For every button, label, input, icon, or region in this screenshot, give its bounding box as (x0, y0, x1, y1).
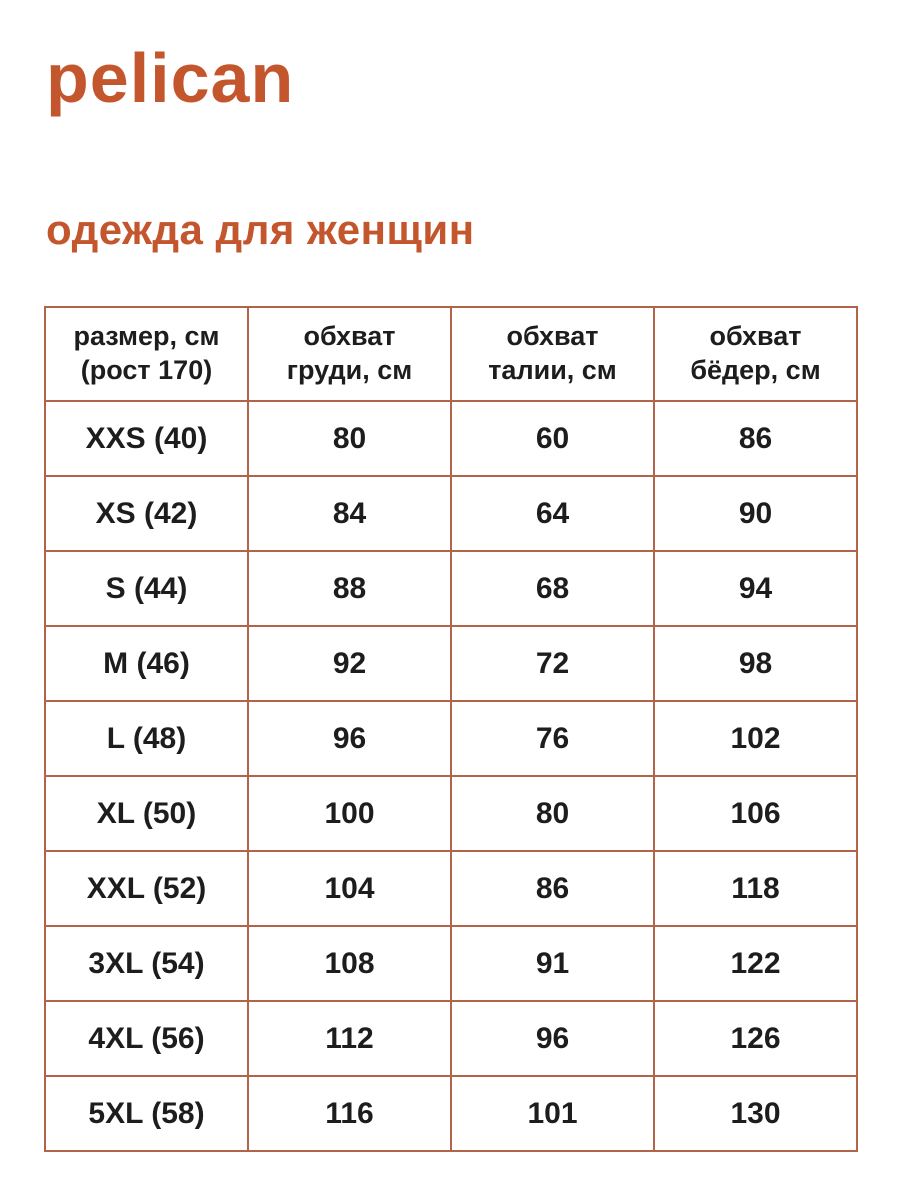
waist-cell: 80 (451, 776, 654, 851)
size-cell: 3XL (54) (45, 926, 248, 1001)
header-chest-line1: обхват (303, 321, 396, 352)
size-cell: 4XL (56) (45, 1001, 248, 1076)
chest-cell: 104 (248, 851, 451, 926)
chest-cell: 84 (248, 476, 451, 551)
table-head (45, 307, 857, 401)
table-row (45, 926, 857, 1001)
waist-cell: 72 (451, 626, 654, 701)
table-row (45, 626, 857, 701)
chest-cell: 100 (248, 776, 451, 851)
size-table (44, 306, 858, 1152)
table-row (45, 776, 857, 851)
header-size-line2: (рост 170) (80, 355, 213, 385)
waist-cell: 86 (451, 851, 654, 926)
header-chest (248, 307, 451, 401)
hips-cell: 126 (654, 1001, 857, 1076)
table-row (45, 1076, 857, 1151)
size-cell: XXS (40) (45, 401, 248, 476)
header-waist-line2: талии, см (488, 355, 617, 385)
hips-cell: 122 (654, 926, 857, 1001)
table-header-row (45, 307, 857, 401)
waist-cell: 91 (451, 926, 654, 1001)
brand-logo: pelican (46, 39, 295, 117)
hips-cell: 98 (654, 626, 857, 701)
waist-cell: 60 (451, 401, 654, 476)
size-cell: 5XL (58) (45, 1076, 248, 1151)
table-row (45, 476, 857, 551)
chest-cell: 80 (248, 401, 451, 476)
header-hips-line2: бёдер, см (690, 355, 821, 385)
chest-cell: 108 (248, 926, 451, 1001)
waist-cell: 64 (451, 476, 654, 551)
hips-cell: 86 (654, 401, 857, 476)
hips-cell: 106 (654, 776, 857, 851)
header-size-line1: размер, см (73, 321, 220, 352)
waist-cell: 96 (451, 1001, 654, 1076)
size-cell: XXL (52) (45, 851, 248, 926)
chest-cell: 116 (248, 1076, 451, 1151)
waist-cell: 68 (451, 551, 654, 626)
hips-cell: 90 (654, 476, 857, 551)
table-row (45, 551, 857, 626)
chest-cell: 92 (248, 626, 451, 701)
table-row (45, 851, 857, 926)
page-title: одежда для женщин (46, 206, 475, 253)
size-cell: XS (42) (45, 476, 248, 551)
hips-cell: 102 (654, 701, 857, 776)
table-row (45, 701, 857, 776)
header-chest-line2: груди, см (286, 355, 413, 385)
hips-cell: 118 (654, 851, 857, 926)
header-size (45, 307, 248, 401)
size-cell: L (48) (45, 701, 248, 776)
size-cell: XL (50) (45, 776, 248, 851)
chest-cell: 96 (248, 701, 451, 776)
chest-cell: 112 (248, 1001, 451, 1076)
waist-cell: 101 (451, 1076, 654, 1151)
size-cell: M (46) (45, 626, 248, 701)
header-waist (451, 307, 654, 401)
header-hips-line1: обхват (709, 321, 802, 352)
hips-cell: 130 (654, 1076, 857, 1151)
table-row (45, 401, 857, 476)
hips-cell: 94 (654, 551, 857, 626)
waist-cell: 76 (451, 701, 654, 776)
table-body (45, 401, 857, 1151)
table-row (45, 1001, 857, 1076)
header-hips (654, 307, 857, 401)
header-waist-line1: обхват (506, 321, 599, 352)
chest-cell: 88 (248, 551, 451, 626)
size-cell: S (44) (45, 551, 248, 626)
